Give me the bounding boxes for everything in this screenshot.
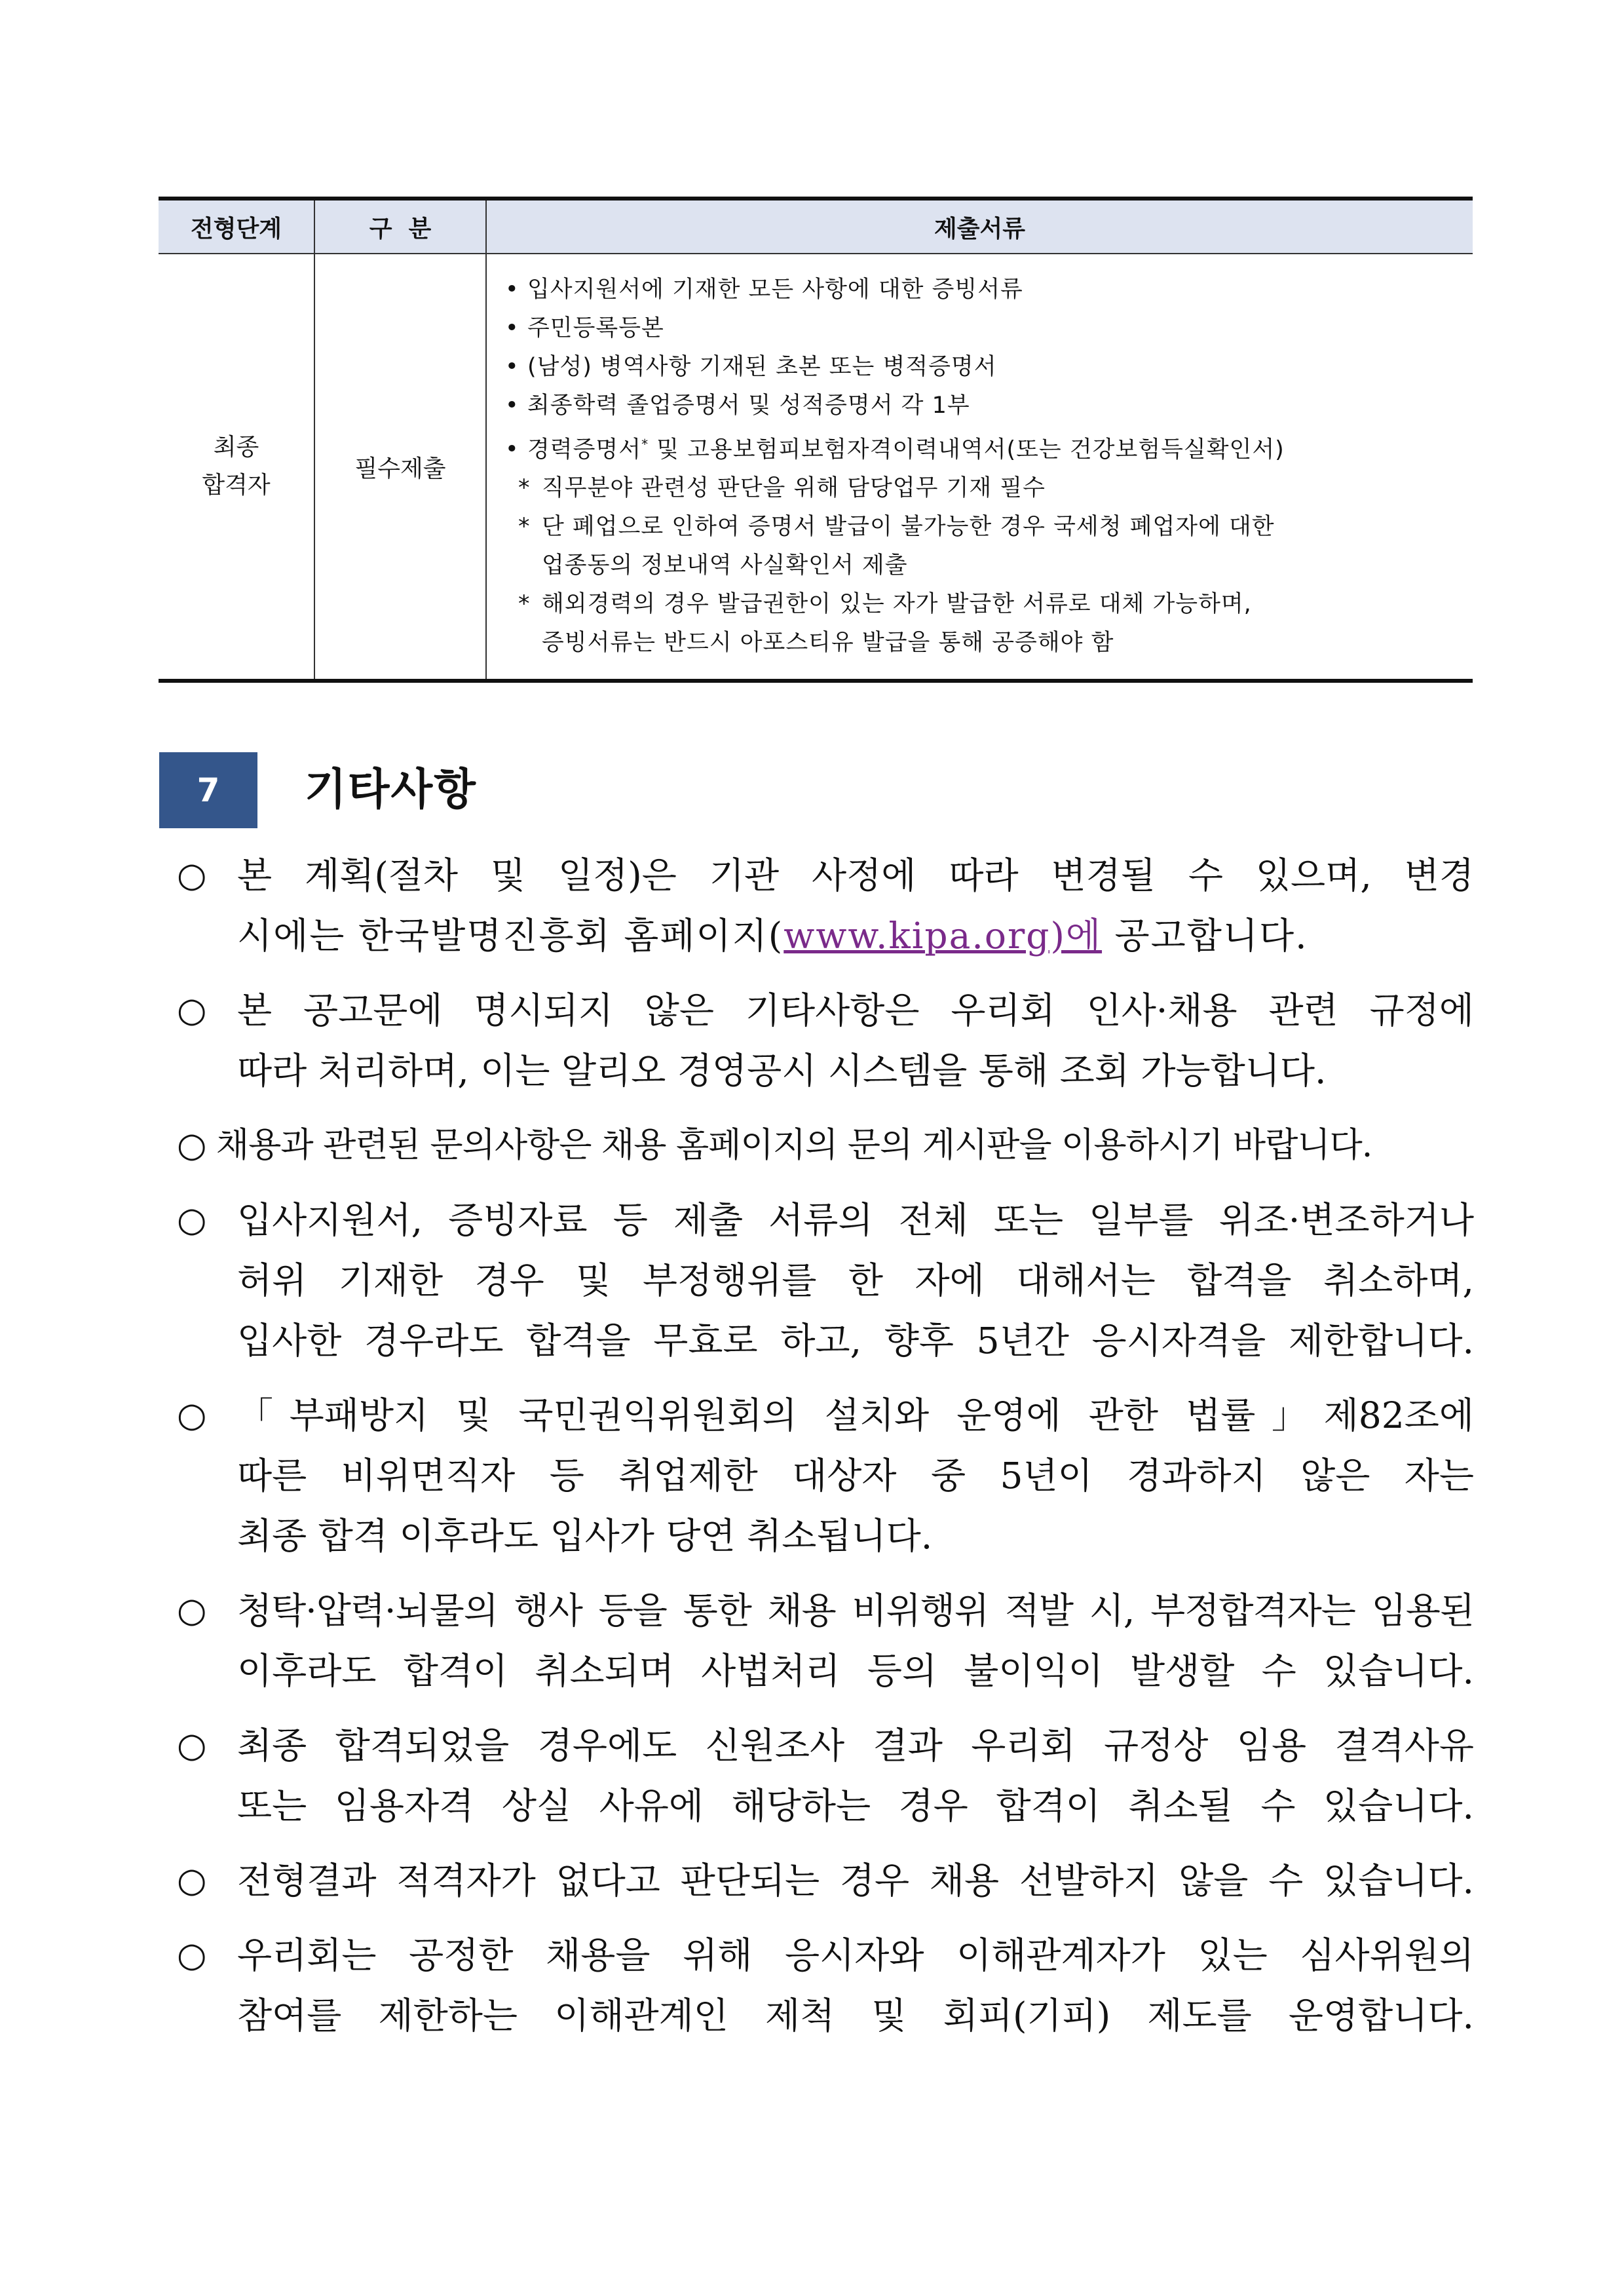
paragraph-line: 입사지원서, 증빙자료 등 제출 서류의 전체 또는 일부를 위조·변조하거나 [237, 1199, 1474, 1241]
circle-bullet-icon: ○ [177, 1396, 207, 1435]
note-paragraph [177, 1715, 1474, 1836]
list-item [505, 387, 1466, 425]
paragraph-line: 최종 합격 이후라도 입사가 당연 취소됩니다. [237, 1515, 933, 1557]
section-number-badge: 7 [159, 752, 257, 828]
bullet-icon: • [505, 315, 519, 341]
notes-section [177, 845, 1474, 2060]
note-paragraph [177, 1925, 1474, 2046]
header-category: 구 분 [314, 199, 486, 254]
paragraph-text: 시에는 한국발명진흥회 홈페이지( [237, 915, 784, 957]
bullet-icon: • [505, 276, 519, 303]
documents-cell [486, 254, 1473, 681]
paragraph-line: 최종 합격되었을 경우에도 신원조사 결과 우리회 규정상 임용 결격사유 [237, 1725, 1474, 1767]
stage-cell [159, 254, 314, 681]
circle-bullet-icon: ○ [177, 856, 207, 895]
footnote-mark: * [641, 436, 649, 452]
section-title: 기타사항 [305, 764, 478, 814]
note-item [518, 508, 1466, 585]
note-paragraph [177, 1115, 1474, 1176]
note-paragraph [177, 1580, 1474, 1701]
note-text: 업종동의 정보내역 사실확인서 제출 [542, 552, 908, 579]
stage-line: 최종 [213, 434, 259, 461]
list-item [505, 309, 1466, 348]
paragraph-line: 전형결과 적격자가 없다고 판단되는 경우 채용 선발하지 않을 수 있습니다. [237, 1860, 1474, 1902]
paragraph-line: 참여를 제한하는 이해관계인 제척 및 회피(기피) 제도를 운영합니다. [237, 1995, 1474, 2037]
note-text: 증빙서류는 반드시 아포스티유 발급을 통해 공증해야 함 [542, 630, 1114, 657]
note-item [518, 585, 1466, 662]
kipa-website-link[interactable]: www.kipa.org)에 [784, 915, 1103, 957]
header-stage: 전형단계 [159, 199, 314, 254]
document-text: (남성) 병역사항 기재된 초본 또는 병적증명서 [527, 353, 997, 380]
circle-bullet-icon: ○ [177, 1591, 207, 1630]
note-text: 직무분야 관련성 판단을 위해 담당업무 기재 필수 [542, 475, 1046, 502]
paragraph-line: 본 공고문에 명시되지 않은 기타사항은 우리회 인사·채용 관련 규정에 [237, 989, 1474, 1031]
note-text: 단 폐업으로 인하여 증명서 발급이 불가능한 경우 국세청 폐업자에 대한 [542, 514, 1275, 541]
documents-list [505, 271, 1466, 470]
paragraph-line: 따라 처리하며, 이는 알리오 경영공시 시스템을 통해 조회 가능합니다. [237, 1050, 1327, 1092]
paragraph-line [237, 906, 1474, 966]
note-paragraph [177, 845, 1474, 966]
table-header-row [159, 199, 1473, 254]
circle-bullet-icon: ○ [177, 1936, 207, 1975]
note-paragraph [177, 980, 1474, 1101]
paragraph-line: 「부패방지 및 국민권익위원회의 설치와 운영에 관한 법률」제82조에 [237, 1394, 1474, 1436]
note-paragraph [177, 1190, 1474, 1371]
document-text: 최종학력 졸업증명서 및 성적증명서 각 1부 [527, 392, 970, 419]
asterisk-icon: * [518, 514, 531, 541]
header-documents: 제출서류 [486, 199, 1473, 254]
document-text: 입사지원서에 기재한 모든 사항에 대한 증빙서류 [527, 276, 1023, 303]
asterisk-icon: * [518, 475, 531, 502]
paragraph-line: 우리회는 공정한 채용을 위해 응시자와 이해관계자가 있는 심사위원의 [237, 1934, 1474, 1976]
paragraph-text: 공고합니다. [1102, 915, 1308, 957]
paragraph-line: 따른 비위면직자 등 취업제한 대상자 중 5년이 경과하지 않은 자는 [237, 1455, 1474, 1497]
category-cell: 필수제출 [314, 254, 486, 681]
submission-documents-table [159, 197, 1473, 683]
circle-bullet-icon: ○ [177, 1726, 207, 1765]
circle-bullet-icon: ○ [177, 1200, 207, 1240]
paragraph-line: 허위 기재한 경우 및 부정행위를 한 자에 대해서는 합격을 취소하며, [237, 1259, 1474, 1301]
circle-bullet-icon: ○ [177, 991, 207, 1030]
paragraph-line: 이후라도 합격이 취소되며 사법처리 등의 불이익이 발생할 수 있습니다. [237, 1650, 1474, 1692]
bullet-icon: • [505, 353, 519, 380]
notes-list [505, 469, 1466, 662]
note-item [518, 469, 1466, 508]
table-row [159, 254, 1473, 681]
list-item [505, 425, 1466, 470]
document-text: 주민등록등본 [527, 315, 664, 341]
document-text: 및 고용보험피보험자격이력내역서(또는 건강보험득실확인서) [649, 436, 1285, 463]
asterisk-icon: * [518, 591, 531, 618]
stage-line: 합격자 [202, 472, 271, 499]
paragraph-line: 입사한 경우라도 합격을 무효로 하고, 향후 5년간 응시자격을 제한합니다. [237, 1320, 1474, 1362]
note-paragraph [177, 1850, 1474, 1911]
list-item [505, 348, 1466, 387]
bullet-icon: • [505, 392, 519, 419]
circle-bullet-icon: ○ [177, 1861, 207, 1900]
paragraph-line: 본 계획(절차 및 일정)은 기관 사정에 따라 변경될 수 있으며, 변경 [237, 854, 1474, 896]
note-text: 해외경력의 경우 발급권한이 있는 자가 발급한 서류로 대체 가능하며, [542, 591, 1252, 618]
paragraph-line: 또는 임용자격 상실 사유에 해당하는 경우 합격이 취소될 수 있습니다. [237, 1785, 1474, 1827]
paragraph-line: 청탁·압력·뇌물의 행사 등을 통한 채용 비위행위 적발 시, 부정합격자는 임용된 [237, 1590, 1474, 1632]
list-item [505, 271, 1466, 309]
paragraph-line: ○ 채용과 관련된 문의사항은 채용 홈페이지의 문의 게시판을 이용하시기 바랍니다. [177, 1126, 1372, 1165]
bullet-icon: • [505, 436, 519, 463]
note-paragraph [177, 1385, 1474, 1566]
document-text: 경력증명서 [527, 436, 642, 463]
